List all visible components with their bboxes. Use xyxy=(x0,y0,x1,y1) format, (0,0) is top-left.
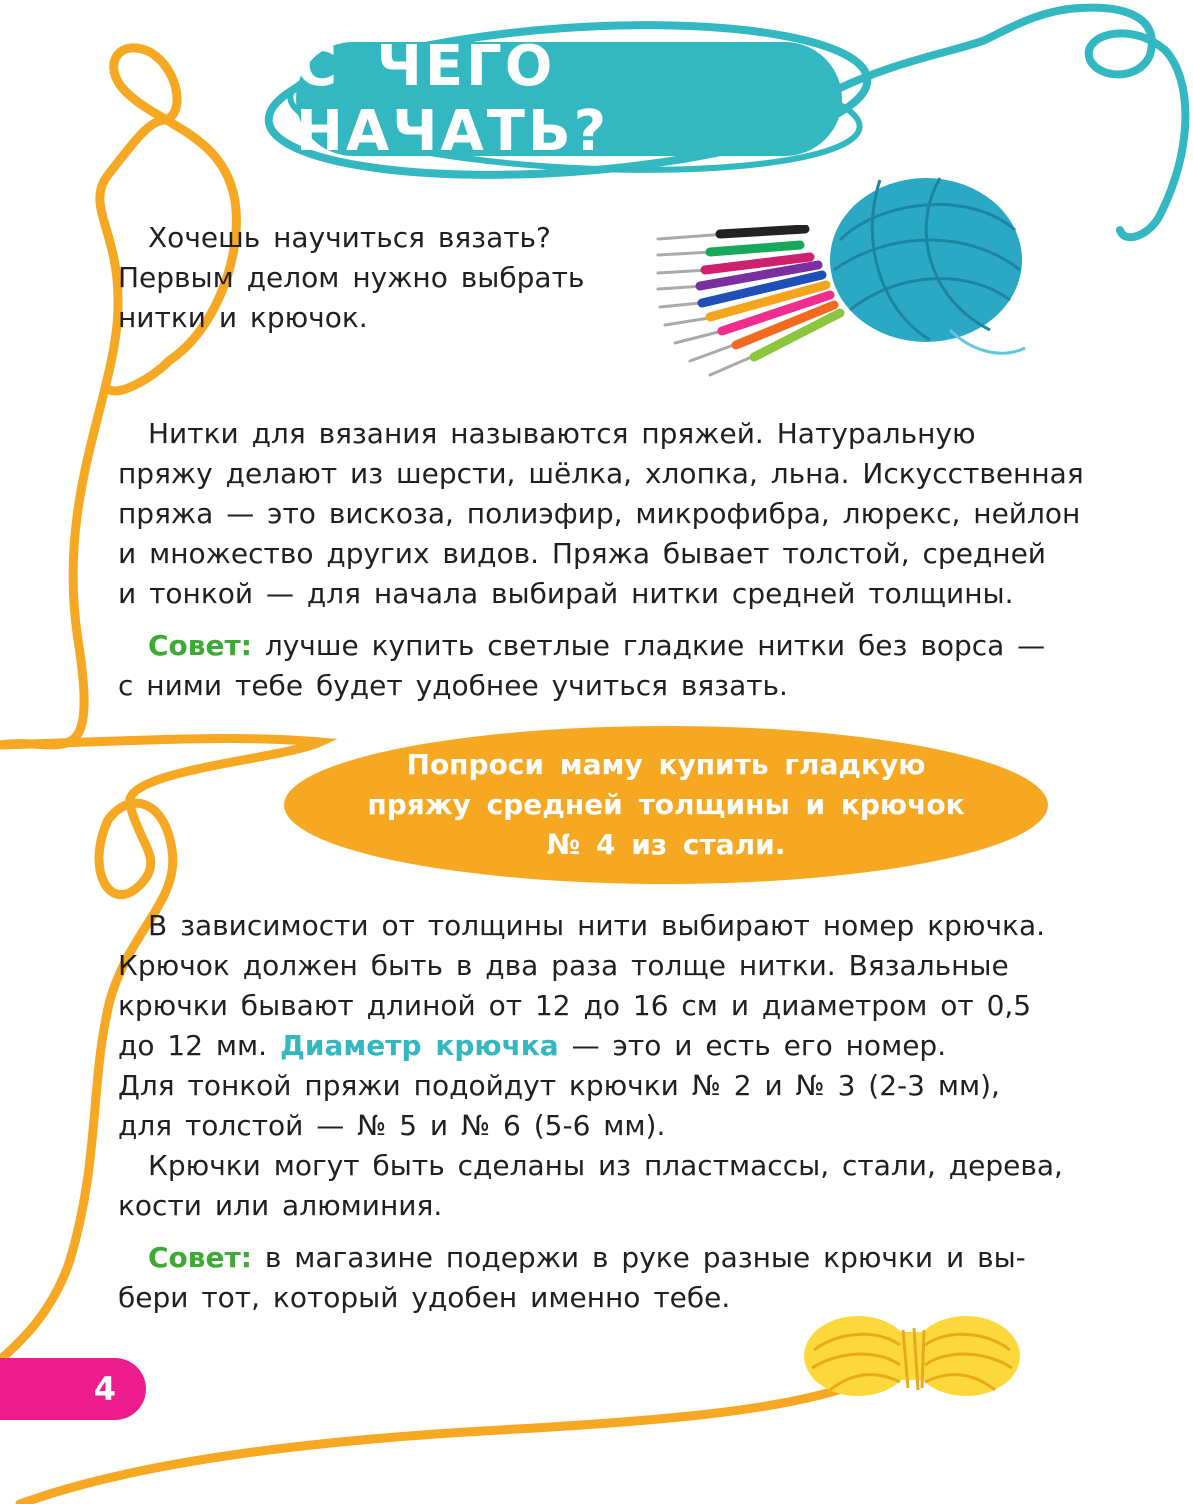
hook-line: Для тонкой пряжи подойдут крючки № 2 и № 3 (2-3 мм), xyxy=(118,1069,1000,1102)
hook-paragraph xyxy=(118,906,1045,1146)
callout-line: пряжу средней толщины и крючок xyxy=(367,788,965,821)
callout-oval xyxy=(284,726,1048,884)
tip-paragraph-1 xyxy=(118,626,1045,706)
intro-line: Хочешь научиться вязать? xyxy=(148,221,551,254)
tip-label: Совет: xyxy=(148,629,252,662)
intro-line: Первым делом нужно выбрать xyxy=(118,261,585,294)
hook-line: Крючок должен быть в два раза толще нитки. Вязальные xyxy=(118,949,1009,982)
tip-label: Совет: xyxy=(148,1241,252,1274)
tip-line xyxy=(118,626,1045,666)
hook-line-start: до 12 мм. xyxy=(118,1029,280,1062)
hook-line: крючки бывают длиной от 12 до 16 см и диаметром от 0,5 xyxy=(118,989,1032,1022)
hook-diameter-term: Диаметр крючка xyxy=(279,1029,559,1062)
materials-line: Крючки могут быть сделаны из пластмассы, стали, дерева, xyxy=(148,1149,1063,1182)
yarn-line: Нитки для вязания называются пряжей. Натуральную xyxy=(148,417,976,450)
yarn-line: пряжа — это вискоза, полиэфир, микрофибра, люрекс, нейлон xyxy=(118,497,1081,530)
hook-line xyxy=(118,1026,1045,1066)
yarn-line: пряжу делают из шерсти, шёлка, хлопка, льна. Искусственная xyxy=(118,457,1084,490)
materials-paragraph xyxy=(118,1146,1063,1226)
yarn-line: и множество других видов. Пряжа бывает толстой, средней xyxy=(118,537,1047,570)
tip-line: бери тот, который удобен именно тебе. xyxy=(118,1281,731,1314)
yarn-line: и тонкой — для начала выбирай нитки средней толщины. xyxy=(118,577,1014,610)
hook-line: для толстой — № 5 и № 6 (5-6 мм). xyxy=(118,1109,666,1142)
page-number: 4 xyxy=(0,1358,146,1420)
intro-line: нитки и крючок. xyxy=(118,301,368,334)
yarn-paragraph xyxy=(118,414,1084,614)
tip-paragraph-2 xyxy=(118,1238,1026,1318)
tip-line xyxy=(118,1238,1026,1278)
page-title: С ЧЕГО НАЧАТЬ? xyxy=(296,42,842,156)
orange-thread-bottom xyxy=(20,1370,905,1504)
blue-yarn-ball-illustration xyxy=(820,160,1032,365)
callout-line: № 4 из стали. xyxy=(546,828,786,861)
hook-line-end: — это и есть его номер. xyxy=(558,1029,947,1062)
yellow-yarn-skein-illustration xyxy=(800,1310,1025,1405)
materials-line: кости или алюминия. xyxy=(118,1189,443,1222)
tip-line: с ними тебе будет удобнее учиться вязать. xyxy=(118,669,788,702)
tip-text: лучше купить светлые гладкие нитки без ворса — xyxy=(251,629,1046,662)
callout-line: Попроси маму купить гладкую xyxy=(406,748,926,781)
tip-text: в магазине подержи в руке разные крючки и вы- xyxy=(251,1241,1026,1274)
intro-paragraph xyxy=(118,218,584,338)
hook-line: В зависимости от толщины нити выбирают номер крючка. xyxy=(148,909,1045,942)
